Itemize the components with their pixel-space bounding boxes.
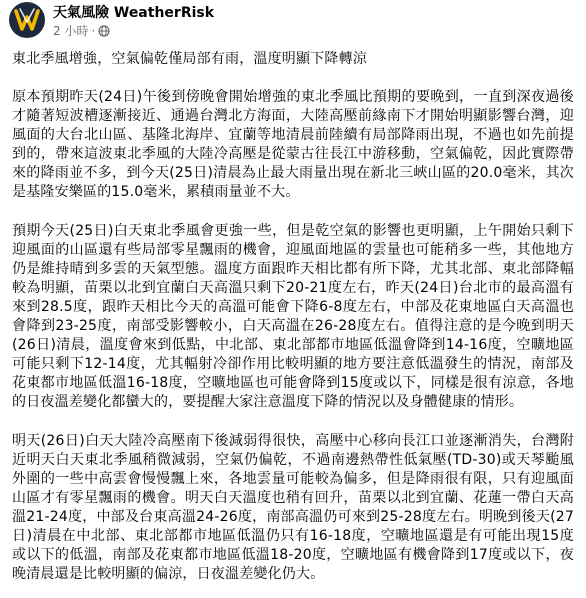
avatar[interactable]	[9, 2, 45, 38]
post-paragraph: 明天(26日)白天大陸冷高壓南下後減弱得很快，高壓中心移向長江口並逐漸消失，台灣附近明天白天東北季風稍微減弱，空氣仍偏乾，不過南邊熱帶性低氣壓(TD-30)或天琴颱風外圍的一些中高雲會慢慢飄上來，各地雲量可能較為偏多，但是降雨很有限，只有迎風面山區才有零星飄雨的機會。明天白天溫度也稍有回升，苗栗以北到宜蘭、花蓮一帶白天高溫21-24度，中部及台東高溫24-26度，南部高溫仍可來到25-28度左右。明晚到後天(27日)清晨在中北部、東北部都市地區低溫仍只有16-18度，空曠地區還是有可能出現15度或以下的低溫，南部及花東都市地區低溫18-20度，空曠地區有機會降到17度或以下，夜晚清晨還是比較明顯的偏涼，日夜溫差變化仍大。	[12, 433, 574, 582]
post-paragraph: 原本預期昨天(24日)午後到傍晚會開始增強的東北季風比預期的要晚到，一直到深夜過後才隨著短波槽逐漸接近、通過台灣北方海面，大陸高壓前緣南下才開始明顯影響台灣，迎風面的大台北山區、基隆北海岸、宜蘭等地清晨前陸續有局部降雨出現，不過也如先前提到的，帶來這波東北季風的大陸冷高壓是從蒙古往長江中游移動，空氣偏乾，因此實際帶來的降雨並不多，到今天(25日)清晨為止最大雨量出現在新北三峽山區的20.0毫米，其次是基隆安樂區的15.0毫米，累積雨量並不大。	[12, 89, 574, 200]
page-name[interactable]: 天氣風險 WeatherRisk	[53, 5, 215, 21]
post-text	[0, 44, 586, 584]
post-paragraph: 預期今天(25日)白天東北季風會更強一些，但是乾空氣的影響也更明顯，上午開始只剩下迎風面的山區還有些局部零星飄雨的機會，迎風面地區的雲量也可能稍多一些，其他地方仍是維持晴到多雲的天氣型態。溫度方面跟昨天相比都有所下降，尤其北部、東北部降幅較為明顯，苗栗以北到宜蘭白天高溫只剩下20-21度左右，昨天(24日)台北市的最高溫有來到28.5度，跟昨天相比今天的高溫可能會下降6-8度左右，中部及花東地區白天高溫也會降到23-25度，南部受影響較小，白天高溫在26-28度左右。值得注意的是今晚到明天(26日)清晨，溫度會來到低點，中北部、東北部都市地區低溫會降到14-16度，空曠地區可能只剩下12-14度，尤其輻射冷卻作用比較明顯的地方要注意低溫發生的情況，南部及花東都市地區低溫16-18度，空曠地區也可能會降到15度或以下，同樣是很有涼意，各地的日夜溫差變化都蠻大的，要提醒大家注意溫度下降的情況以及身體健康的情形。	[12, 223, 574, 410]
weatherrisk-logo-icon	[12, 5, 42, 35]
post-paragraph-headline: 東北季風增強，空氣偏乾僅局部有雨，溫度明顯下降轉涼	[12, 51, 367, 67]
post-timestamp[interactable]: 2 小時	[53, 24, 89, 38]
globe-icon[interactable]	[98, 25, 110, 37]
post-meta	[53, 4, 214, 39]
separator-dot: ·	[91, 24, 96, 38]
post-sub-meta	[53, 23, 214, 39]
post-header	[0, 0, 586, 44]
